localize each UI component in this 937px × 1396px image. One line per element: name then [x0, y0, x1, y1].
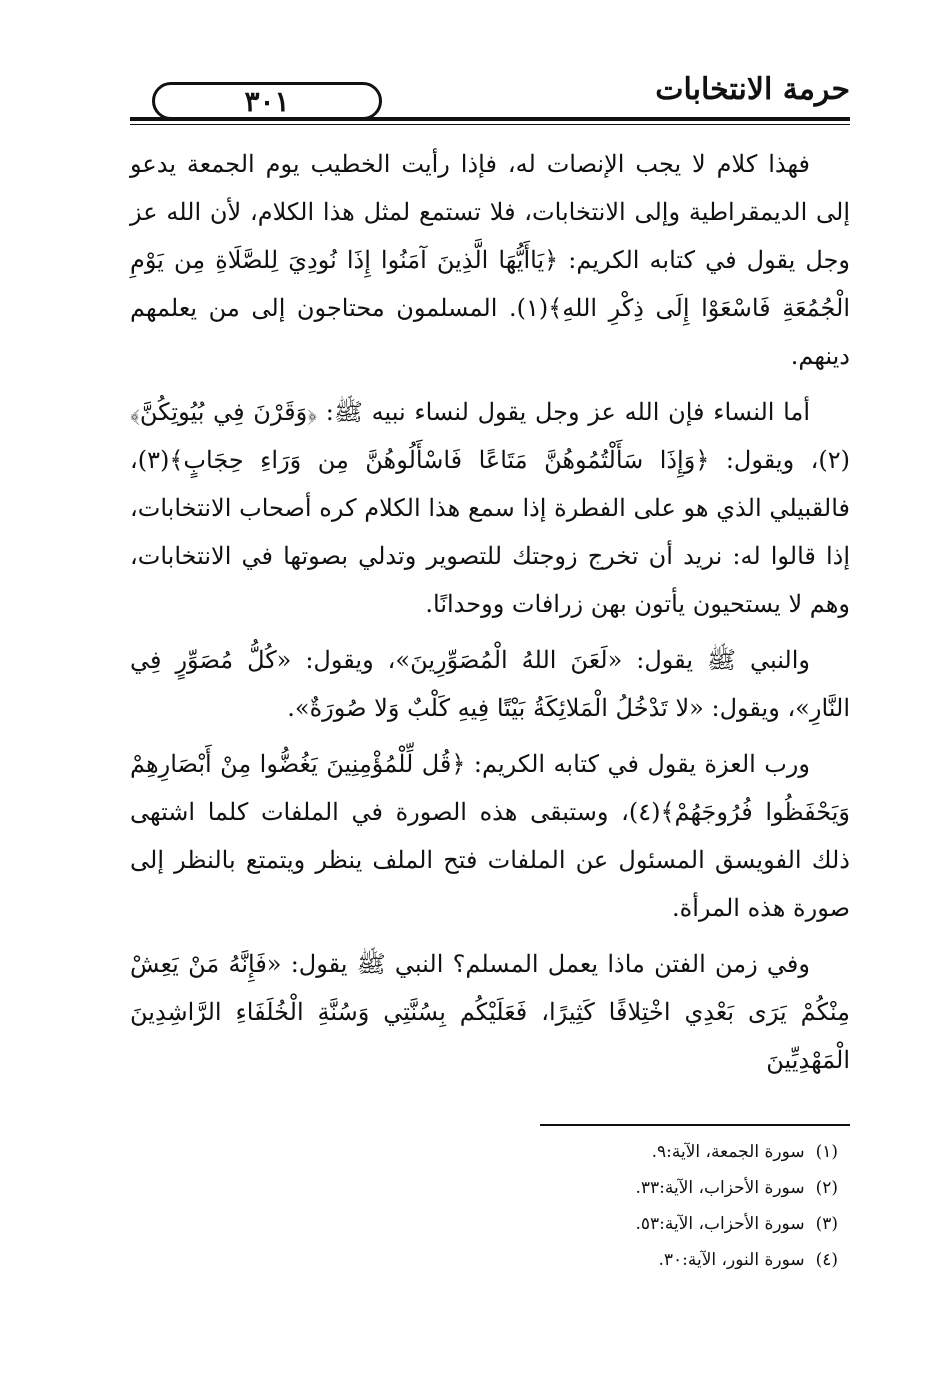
book-title: حرمة الانتخابات	[655, 72, 850, 107]
page-number: ٣٠١	[152, 82, 382, 120]
footnote-text: سورة الأحزاب، الآية:٥٣.	[635, 1214, 805, 1234]
header-rule-thin	[130, 124, 850, 125]
paragraph: ورب العزة يقول في كتابه الكريم: ﴿قُل لِّلْمُؤْمِنِينَ يَغُضُّوا مِنْ أَبْصَارِهِمْ وَيَحْفَظُوا فُرُوجَهُمْ﴾(٤)، وستبقى هذه الصورة في الملفات كلما اشتهى ذلك الفويسق المسئول عن الملفات فتح الملف ينظر ويتمتع بالنظر إلى صورة هذه المرأة.	[130, 750, 850, 922]
footnote-number: (٤)	[815, 1250, 838, 1270]
footnote-number: (٣)	[815, 1214, 838, 1234]
footnote	[130, 1170, 850, 1206]
page-header	[130, 62, 850, 122]
paragraph: وفي زمن الفتن ماذا يعمل المسلم؟ النبي ﷺ يقول: «فَإِنَّهُ مَنْ يَعِشْ مِنْكُمْ يَرَى بَعْدِي اخْتِلافًا كَثِيرًا، فَعَلَيْكُم بِسُنَّتِي وَسُنَّةِ الْخُلَفَاءِ الرَّاشِدِينَ الْمَهْدِيِّينَ	[130, 950, 850, 1074]
footnote-number: (٢)	[815, 1178, 838, 1198]
paragraph: أما النساء فإن الله عز وجل يقول لنساء نبيه ﷺ: ﴿وَقَرْنَ فِي بُيُوتِكُنَّ﴾(٢)، ويقول: ﴿وَإِذَا سَأَلْتُمُوهُنَّ مَتَاعًا فَاسْأَلُوهُنَّ مِن وَرَاءِ حِجَابٍ﴾(٣)، فالقبيلي الذي هو على الفطرة إذا سمع هذا الكلام كره أصحاب الانتخابات، إذا قالوا له: نريد أن تخرج زوجتك للتصوير وتدلي بصوتها في الانتخابات، وهم لا يستحيون يأتون بهن زرافات ووحدانًا.	[130, 398, 851, 618]
header-rule-thick	[130, 117, 850, 121]
paragraph: فهذا كلام لا يجب الإنصات له، فإذا رأيت الخطيب يوم الجمعة يدعو إلى الديمقراطية وإلى الانتخابات، فلا تستمع لمثل هذا الكلام، لأن الله عز وجل يقول في كتابه الكريم: ﴿يَاأَيُّهَا الَّذِينَ آمَنُوا إِذَا نُودِيَ لِلصَّلَاةِ مِن يَوْمِ الْجُمُعَةِ فَاسْعَوْا إِلَى ذِكْرِ اللهِ﴾(١). المسلمون محتاجون إلى من يعلمهم دينهم.	[130, 150, 850, 370]
footnote	[130, 1242, 850, 1278]
body-text	[130, 140, 850, 1084]
footnote-text: سورة الجمعة، الآية:٩.	[651, 1142, 805, 1162]
footnote	[130, 1134, 850, 1170]
footnote-text: سورة الأحزاب، الآية:٣٣.	[635, 1178, 805, 1198]
footnote-text: سورة النور، الآية:٣٠.	[658, 1250, 805, 1270]
footnote-separator	[540, 1124, 850, 1126]
footnote-number: (١)	[815, 1142, 838, 1162]
footnote	[130, 1206, 850, 1242]
paragraph: والنبي ﷺ يقول: «لَعَنَ اللهُ الْمُصَوِّرِينَ»، ويقول: «كُلُّ مُصَوِّرٍ فِي النَّارِ»، ويقول: «لا تَدْخُلُ الْمَلائِكَةُ بَيْتًا فِيهِ كَلْبٌ وَلا صُورَةٌ».	[130, 646, 850, 722]
footnotes	[130, 1134, 850, 1278]
